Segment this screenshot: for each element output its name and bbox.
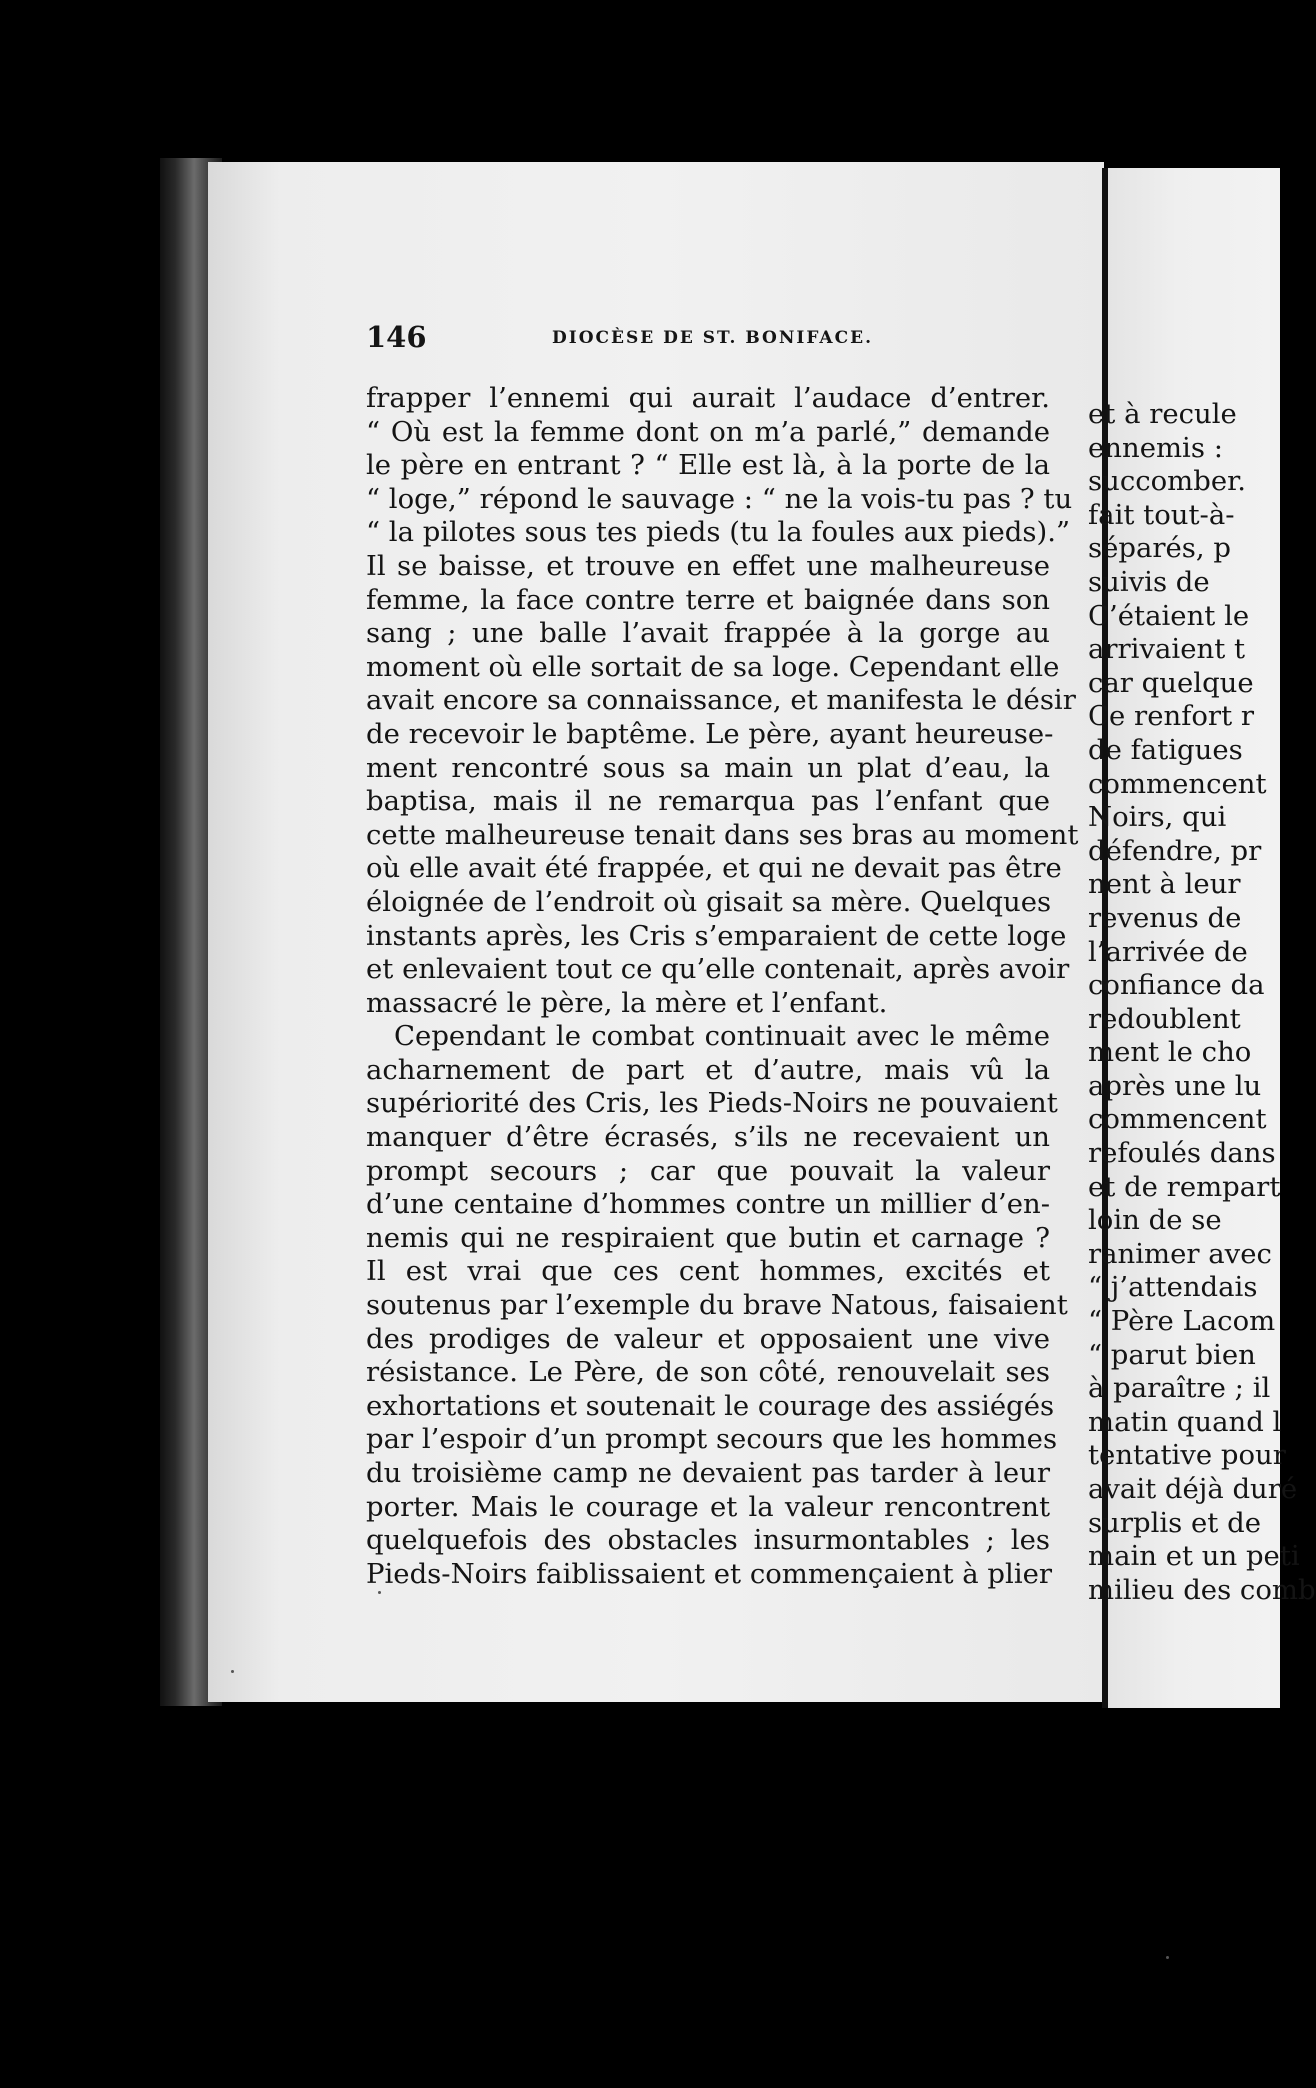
facing-text-line: fait tout-à- [1088, 498, 1235, 531]
text-line: cette malheureuse tenait dans ses bras au moment [366, 818, 1079, 851]
text-line: massacré le père, la mère et l’enfant. [366, 986, 888, 1019]
facing-text-line: revenus de [1088, 901, 1242, 934]
text-line: exhortations et soutenait le courage des assiégés [366, 1389, 1055, 1422]
facing-text-line: ranimer avec [1088, 1237, 1272, 1270]
facing-text-line: tentative pour [1088, 1439, 1286, 1472]
running-title: DIOCÈSE DE ST. BONIFACE. [552, 328, 873, 348]
facing-page-text [1088, 398, 1316, 1607]
text-line: moment où elle sortait de sa loge. Cependant elle [366, 650, 1060, 683]
text-line: de recevoir le baptême. Le père, ayant heureuse- [366, 717, 1054, 750]
text-line: d’une centaine d’hommes contre un millier d’en- [366, 1188, 1050, 1221]
facing-text-line: de fatigues [1088, 733, 1243, 766]
text-line: du troisième camp ne devaient pas tarder à leur [366, 1457, 1050, 1489]
facing-text-line: Ce renfort r [1088, 700, 1255, 733]
facing-text-line: commencent [1088, 1103, 1267, 1136]
text-line: porter. Mais le courage et la valeur rencontrent [366, 1490, 1050, 1523]
facing-text-line: main et un peti [1088, 1540, 1300, 1573]
facing-text-line: surplis et de [1088, 1506, 1261, 1539]
facing-text-line: redoublent [1088, 1002, 1241, 1035]
text-line: par l’espoir d’un prompt secours que les hommes [366, 1423, 1058, 1456]
facing-text-line: confiance da [1088, 969, 1265, 1002]
facing-text-line: ennemis : [1088, 431, 1223, 464]
text-line: éloignée de l’endroit où gisait sa mère. Quelques [366, 885, 1052, 918]
facing-text-line: à paraître ; il [1088, 1372, 1271, 1405]
text-line: prompt secours ; car que pouvait la valeur [366, 1154, 1050, 1187]
text-line: des prodiges de valeur et opposaient une vive [366, 1322, 1050, 1355]
facing-text-line: après une lu [1088, 1069, 1262, 1102]
facing-text-line: nent à leur [1088, 868, 1241, 901]
facing-text-line: l’arrivée de [1088, 935, 1248, 968]
facing-text-line: milieu des comb [1088, 1573, 1316, 1606]
text-line: résistance. Le Père, de son côté, renouvelait ses [366, 1356, 1050, 1389]
text-line: Pieds-Noirs faiblissaient et commençaient à plier [366, 1557, 1053, 1590]
text-line: le père en entrant ? “ Elle est là, à la porte de la [366, 449, 1050, 482]
facing-text-line: commencent [1088, 767, 1267, 800]
text-line: manquer d’être écrasés, s’ils ne recevaient un [366, 1121, 1050, 1154]
text-line: acharnement de part et d’autre, mais vû la [366, 1053, 1050, 1086]
paper-speck [1166, 1956, 1169, 1959]
text-line: Il est vrai que ces cent hommes, excités et [366, 1255, 1050, 1288]
text-line: nemis qui ne respiraient que butin et carnage ? [366, 1221, 1050, 1254]
facing-text-line: arrivaient t [1088, 633, 1246, 666]
facing-text-line: Noirs, qui [1088, 801, 1227, 834]
facing-text-line: ment le cho [1088, 1036, 1252, 1069]
text-line: frapper l’ennemi qui aurait l’audace d’entrer. [366, 382, 1050, 414]
facing-text-line: “ j’attendais [1088, 1271, 1258, 1304]
text-line: Il se baisse, et trouve en effet une malheureuse [366, 549, 1050, 582]
text-line: Cependant le combat continuait avec le même [394, 1020, 1050, 1053]
text-line: “ la pilotes sous tes pieds (tu la foules aux pieds).” [366, 516, 1071, 549]
facing-text-line: et de rempart [1088, 1170, 1281, 1203]
facing-text-line: suivis de [1088, 565, 1210, 598]
text-line: avait encore sa connaissance, et manifesta le désir [366, 684, 1076, 717]
facing-text-line: “ Père Lacom [1088, 1305, 1276, 1338]
text-line: soutenus par l’exemple du brave Natous, faisaient [366, 1289, 1068, 1322]
text-line: “ Où est la femme dont on m’a parlé,” demande [366, 415, 1050, 448]
text-line: supériorité des Cris, les Pieds-Noirs ne pouvaient [366, 1087, 1058, 1120]
text-line: femme, la face contre terre et baignée dans son [366, 583, 1050, 616]
facing-text-line: loin de se [1088, 1204, 1222, 1237]
text-line: sang ; une balle l’avait frappée à la gorge au [366, 617, 1050, 650]
facing-text-line: et à recule [1088, 398, 1237, 430]
facing-text-line: succomber. [1088, 465, 1247, 498]
facing-text-line: défendre, pr [1088, 834, 1262, 867]
page-number: 146 [366, 320, 427, 354]
facing-text-line: avait déjà duré [1088, 1473, 1298, 1505]
facing-text-line: matin quand l [1088, 1405, 1282, 1438]
paper-speck [378, 1591, 381, 1594]
facing-text-line: séparés, p [1088, 532, 1232, 565]
facing-text-line: car quelque [1088, 666, 1254, 699]
paper-speck [231, 1670, 234, 1673]
body-text [366, 382, 1079, 1591]
text-line: où elle avait été frappée, et qui ne devait pas être [366, 852, 1062, 885]
facing-text-line: refoulés dans [1088, 1137, 1276, 1170]
text-line: et enlevaient tout ce qu’elle contenait, après avoir [366, 953, 1070, 986]
text-line: instants après, les Cris s’emparaient de cette loge [366, 919, 1067, 952]
text-line: quelquefois des obstacles insurmontables ; les [366, 1524, 1050, 1557]
text-line: baptisa, mais il ne remarqua pas l’enfant que [366, 785, 1050, 818]
facing-text-line: C’étaient le [1088, 599, 1250, 632]
text-line: “ loge,” répond le sauvage : “ ne la vois-tu pas ? tu [366, 482, 1073, 515]
facing-text-line: “ parut bien [1088, 1338, 1256, 1371]
page-header [366, 320, 906, 364]
text-line: ment rencontré sous sa main un plat d’eau, la [366, 751, 1050, 784]
